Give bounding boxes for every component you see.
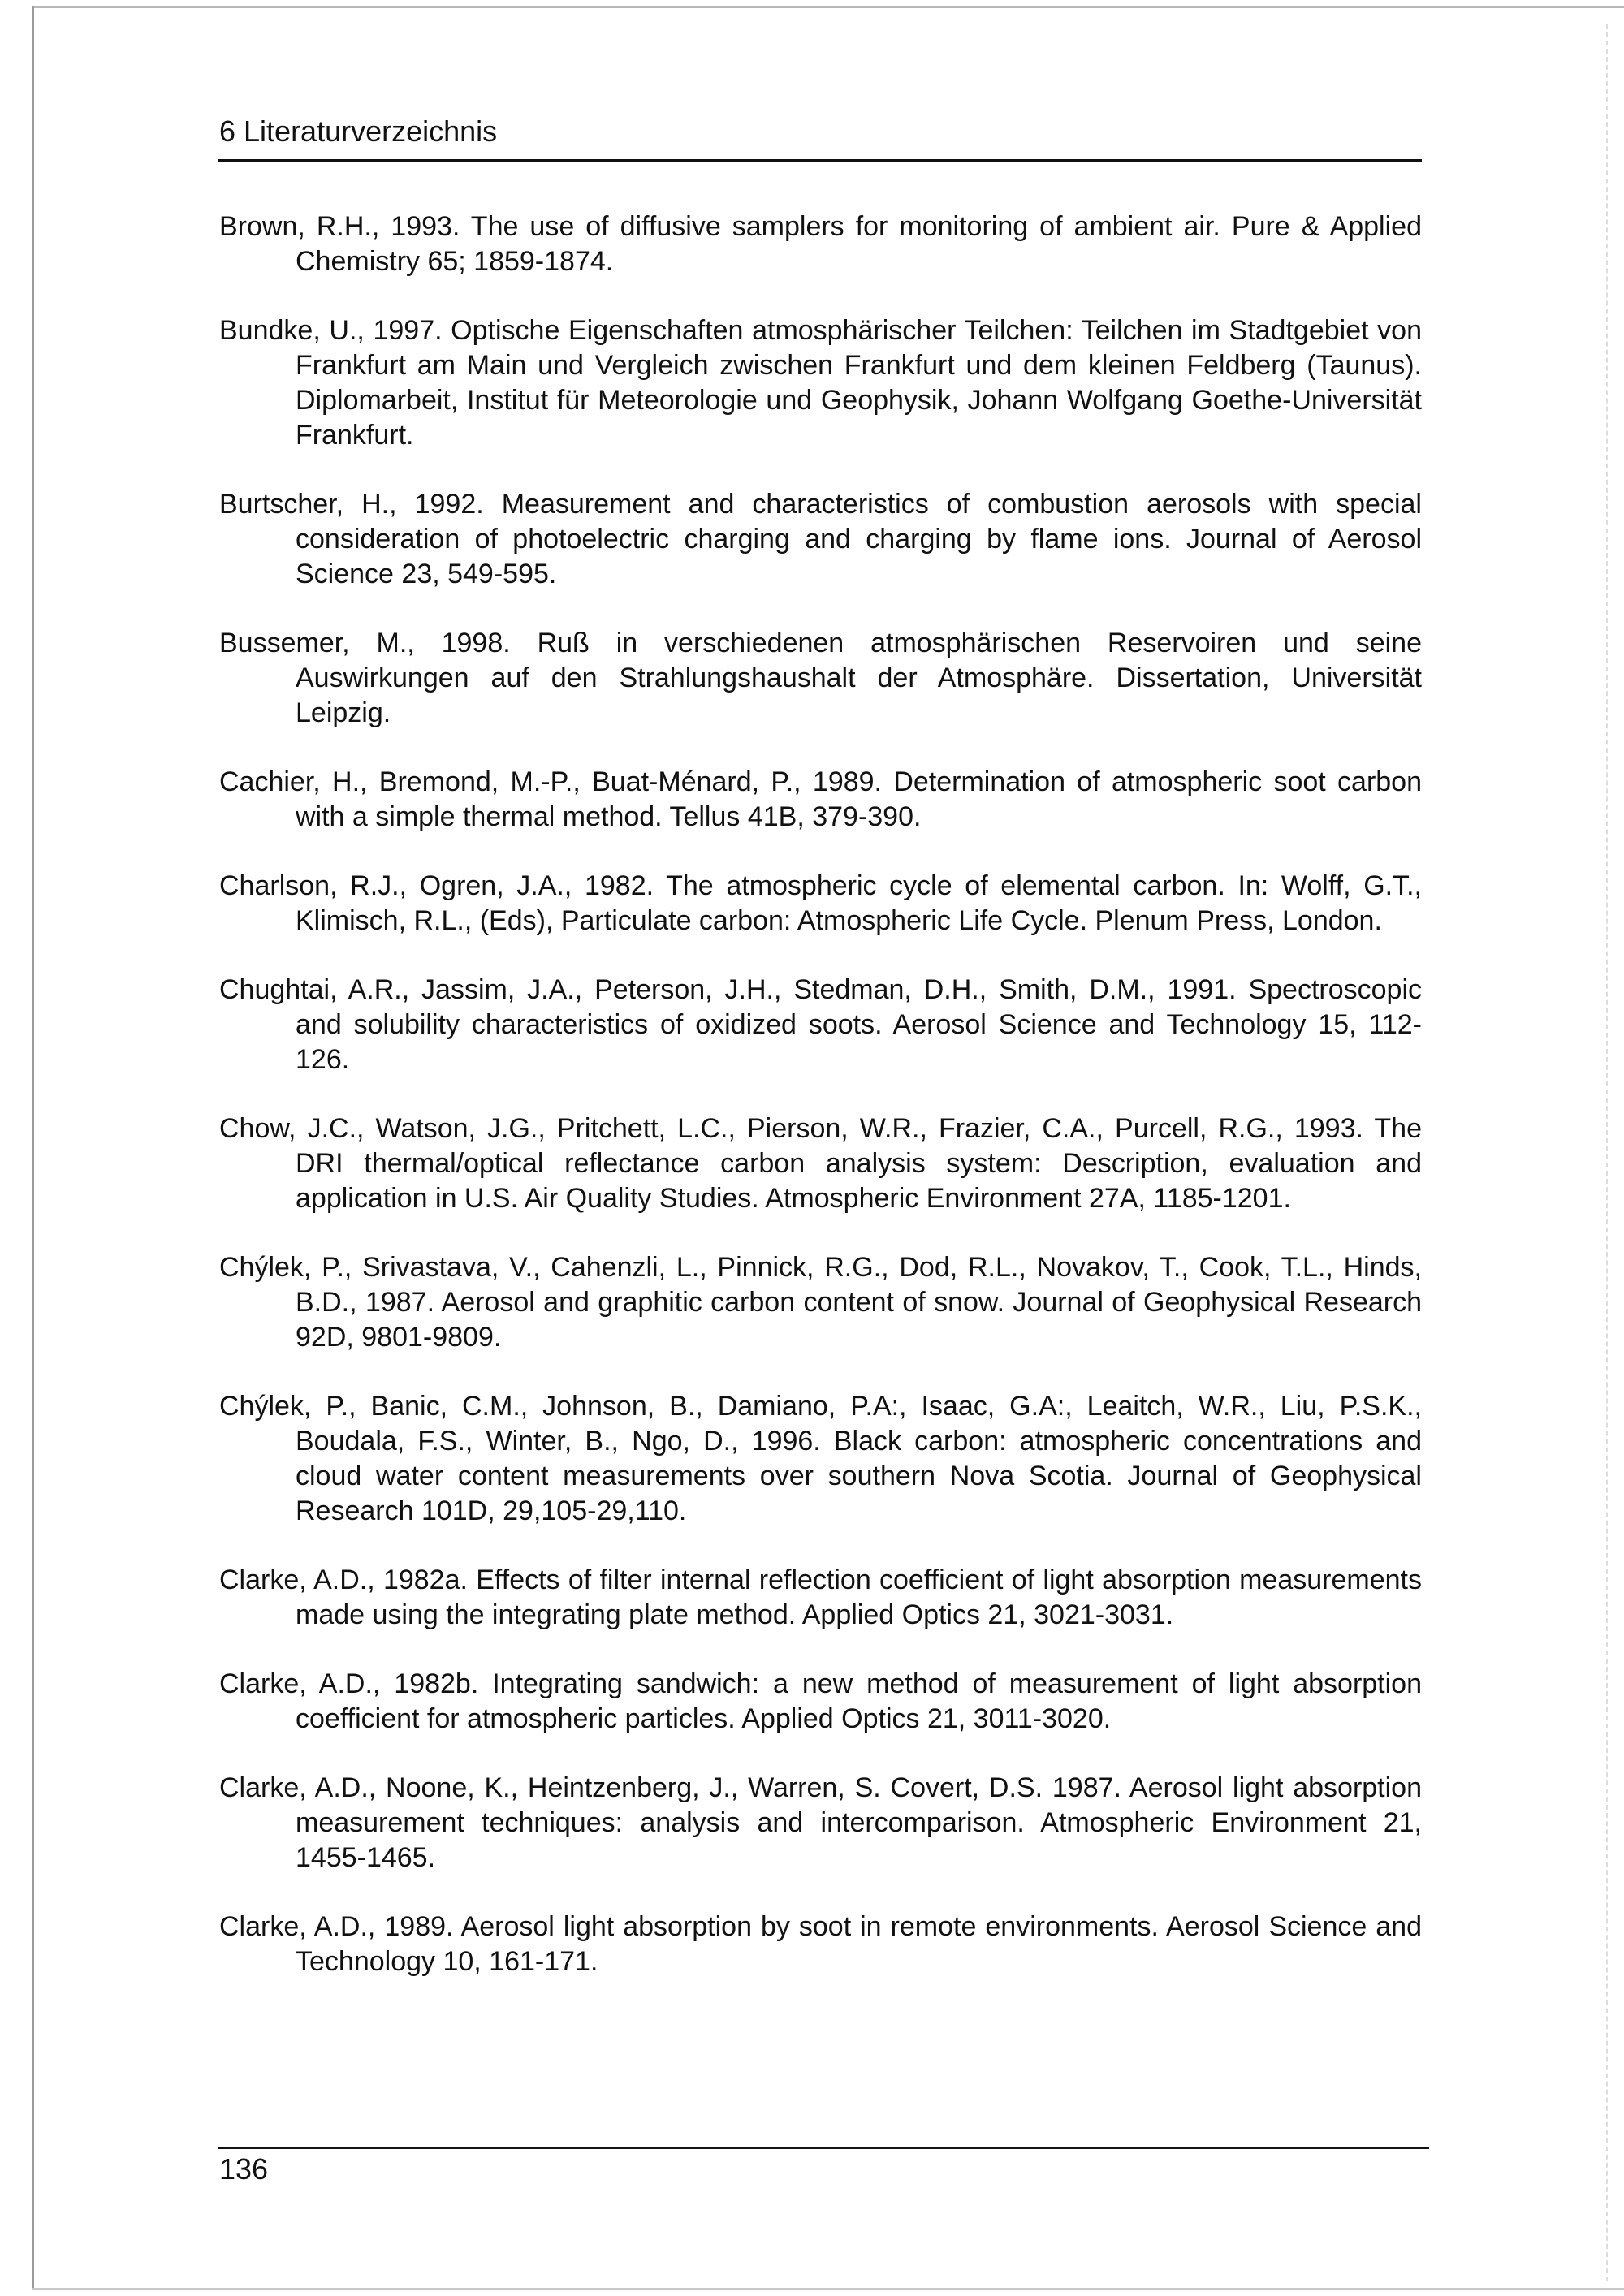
reference-entry: Burtscher, H., 1992. Measurement and characteristics of combustion aerosols with special consideration of photoelectric charging and charging by flame ions. Journal of Aerosol Science 23, 549-595.	[219, 489, 1422, 589]
page-number: 136	[219, 2152, 269, 2186]
reference-entry: Clarke, A.D., 1982a. Effects of filter internal reflection coefficient of light absorption measurements made using the integrating plate method. Applied Optics 21, 3021-3031.	[219, 1564, 1422, 1630]
scan-edge-left	[32, 6, 34, 2290]
footer-rule	[218, 2147, 1429, 2149]
reference-entry: Charlson, R.J., Ogren, J.A., 1982. The atmospheric cycle of elemental carbon. In: Wolff, G.T., Klimisch, R.L., (Eds), Particulate carbon: Atmospheric Life Cycle. Plenum Press, London.	[219, 870, 1422, 936]
header-rule	[218, 159, 1422, 162]
reference-entry: Clarke, A.D., 1989. Aerosol light absorption by soot in remote environments. Aerosol Science and Technology 10, 161-171.	[219, 1911, 1422, 1977]
running-header: 6 Literaturverzeichnis	[219, 114, 498, 148]
reference-entry: Chýlek, P., Srivastava, V., Cahenzli, L., Pinnick, R.G., Dod, R.L., Novakov, T., Cook, T.L., Hinds, B.D., 1987. Aerosol and graphitic carbon content of snow. Journal of Geophysical Research 92D, 9801-9809.	[219, 1252, 1422, 1353]
reference-entry: Cachier, H., Bremond, M.-P., Buat-Ménard, P., 1989. Determination of atmospheric soot carbon with a simple thermal method. Tellus 41B, 379-390.	[219, 766, 1422, 832]
reference-list	[219, 209, 1422, 2013]
reference-entry: Bussemer, M., 1998. Ruß in verschiedenen atmosphärischen Reservoiren und seine Auswirkungen auf den Strahlungshaushalt der Atmosphäre. Dissertation, Universität Leipzig.	[219, 628, 1422, 728]
reference-entry: Chughtai, A.R., Jassim, J.A., Peterson, J.H., Stedman, D.H., Smith, D.M., 1991. Spectroscopic and solubility characteristics of oxidized soots. Aerosol Science and Technology 15, 112-126.	[219, 974, 1422, 1075]
reference-entry: Chow, J.C., Watson, J.G., Pritchett, L.C., Pierson, W.R., Frazier, C.A., Purcell, R.G., 1993. The DRI thermal/optical reflectance carbon analysis system: Description, evaluation and application in U.S. Air Quality Studies. Atmospheric Environment 27A, 1185-1201.	[219, 1113, 1422, 1214]
reference-entry: Clarke, A.D., 1982b. Integrating sandwich: a new method of measurement of light absorption coefficient for atmospheric particles. Applied Optics 21, 3011-3020.	[219, 1668, 1422, 1734]
scan-edge-bottom	[32, 2288, 1624, 2290]
reference-entry: Brown, R.H., 1993. The use of diffusive samplers for monitoring of ambient air. Pure & Applied Chemistry 65; 1859-1874.	[219, 211, 1422, 277]
reference-entry: Clarke, A.D., Noone, K., Heintzenberg, J., Warren, S. Covert, D.S. 1987. Aerosol light absorption measurement techniques: analysis and intercomparison. Atmospheric Environment 21, 1455-1465.	[219, 1772, 1422, 1873]
reference-entry: Bundke, U., 1997. Optische Eigenschaften atmosphärischer Teilchen: Teilchen im Stadtgebiet von Frankfurt am Main und Vergleich zwischen Frankfurt und dem kleinen Feldberg (Taunus). Diplomarbeit, Institut für Meteorologie und Geophysik, Johann Wolfgang Goethe-Universität Frankfurt.	[219, 315, 1422, 451]
scan-edge-top	[32, 6, 1624, 8]
reference-entry: Chýlek, P., Banic, C.M., Johnson, B., Damiano, P.A:, Isaac, G.A:, Leaitch, W.R., Liu, P.S.K., Boudala, F.S., Winter, B., Ngo, D., 1996. Black carbon: atmospheric concentrations and cloud water content measurements over southern Nova Scotia. Journal of Geophysical Research 101D, 29,105-29,110.	[219, 1391, 1422, 1526]
scan-edge-right	[1606, 24, 1608, 2281]
